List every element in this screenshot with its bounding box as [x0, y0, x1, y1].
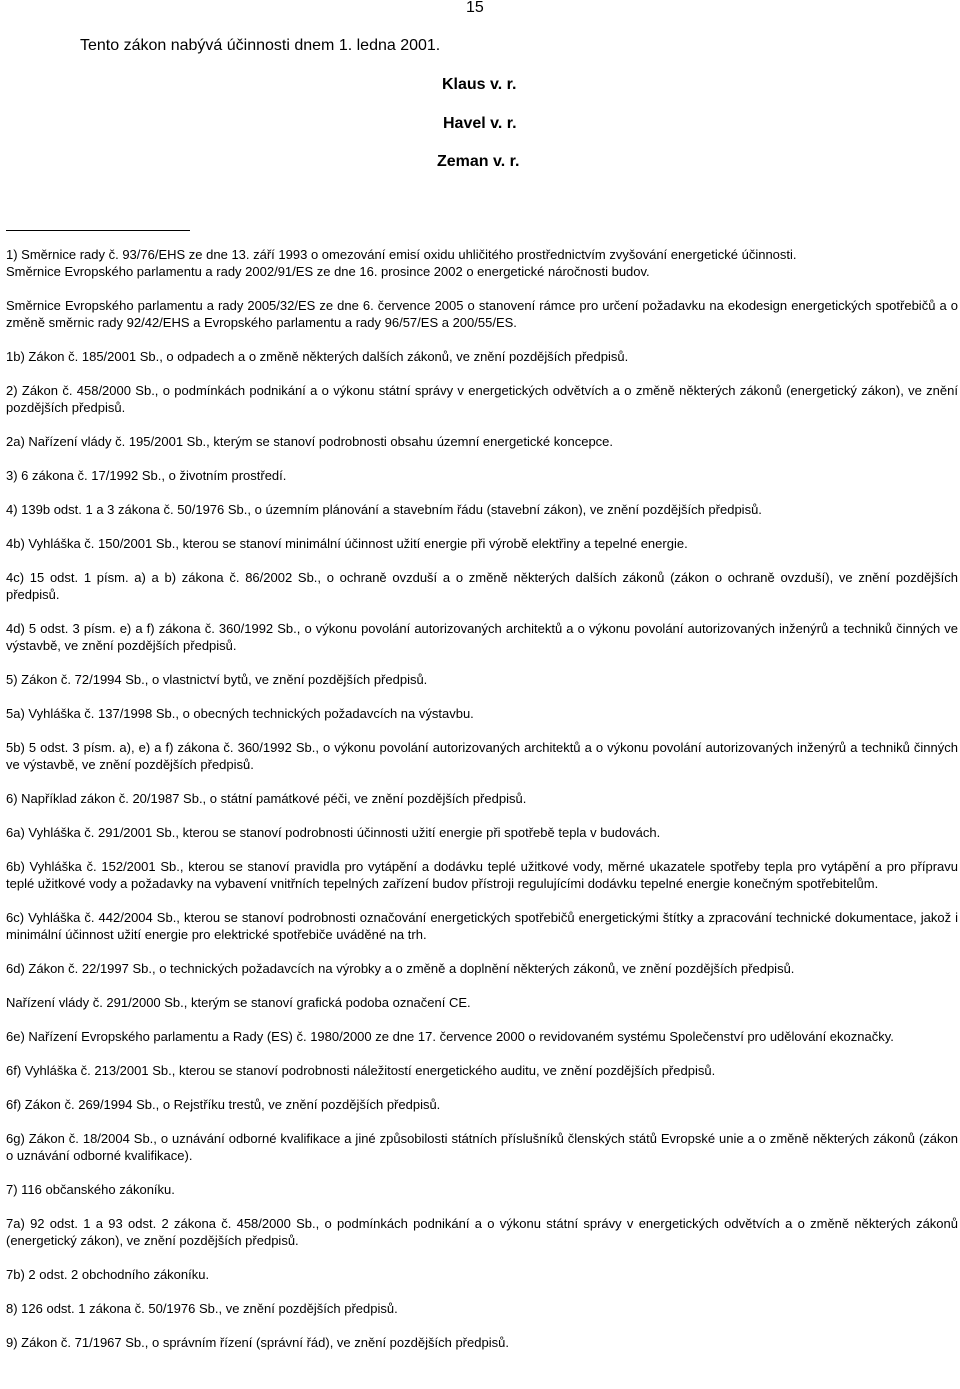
footnote: 5) Zákon č. 72/1994 Sb., o vlastnictví bytů, ve znění pozdějších předpisů.	[6, 672, 428, 687]
footnote: 6e) Nařízení Evropského parlamentu a Rady (ES) č. 1980/2000 ze dne 17. července 2000 o revidovaném systému Společenství pro udělování ekoznačky.	[6, 1029, 894, 1044]
footnote: 6b) Vyhláška č. 152/2001 Sb., kterou se stanoví pravidla pro vytápění a dodávku teplé užitkové vody, měrné ukazatele spotřeby tepla pro vytápění a pro přípravu teplé užitkové vody a požadavky na vybavení vnitřních tepelných zařízení budov přístroji regulujícími dodávku tepelné energie konečným spotřebitelům.	[6, 859, 958, 891]
footnote: 2a) Nařízení vlády č. 195/2001 Sb., kterým se stanoví podrobnosti obsahu územní energetické koncepce.	[6, 434, 614, 449]
footnote: 6f) Zákon č. 269/1994 Sb., o Rejstříku trestů, ve znění pozdějších předpisů.	[6, 1097, 441, 1112]
footnote: 8) 126 odst. 1 zákona č. 50/1976 Sb., ve znění pozdějších předpisů.	[6, 1301, 398, 1316]
page-number: 15	[466, 0, 484, 16]
signature-klaus: Klaus v. r.	[442, 76, 517, 93]
footnote: 4d) 5 odst. 3 písm. e) a f) zákona č. 360/1992 Sb., o výkonu povolání autorizovaných architektů a o výkonu povolání autorizovaných inženýrů a techniků činných ve výstavbě, ve znění pozdějších předpisů.	[6, 621, 958, 653]
signature-havel: Havel v. r.	[443, 115, 517, 132]
footnote: 6a) Vyhláška č. 291/2001 Sb., kterou se stanoví podrobnosti účinnosti užití energie při spotřebě tepla v budovách.	[6, 825, 661, 840]
footnote: 7a) 92 odst. 1 a 93 odst. 2 zákona č. 458/2000 Sb., o podmínkách podnikání a o výkonu státní správy v energetických odvětvích a o změně některých zákonů (energetický zákon), ve znění pozdějších předpisů.	[6, 1216, 958, 1248]
footnote: 2) Zákon č. 458/2000 Sb., o podmínkách podnikání a o výkonu státní správy v energetických odvětvích a o změně některých zákonů (energetický zákon), ve znění pozdějších předpisů.	[6, 383, 958, 415]
footnote: Směrnice Evropského parlamentu a rady 2002/91/ES ze dne 16. prosince 2002 o energetické náročnosti budov.	[6, 264, 650, 279]
footnote: 5b) 5 odst. 3 písm. a), e) a f) zákona č. 360/1992 Sb., o výkonu povolání autorizovaných architektů a o výkonu povolání autorizovaných inženýrů a techniků činných ve výstavbě, ve znění pozdějších předpisů.	[6, 740, 958, 772]
footnote: 7b) 2 odst. 2 obchodního zákoníku.	[6, 1267, 210, 1282]
footnote: 6) Například zákon č. 20/1987 Sb., o státní památkové péči, ve znění pozdějších předpisů.	[6, 791, 527, 806]
footnote: 6c) Vyhláška č. 442/2004 Sb., kterou se stanoví podrobnosti označování energetických spotřebičů energetickými štítky a zpracování technické dokumentace, jakož i minimální účinnost užití energie pro elektrické spotřebiče uváděné na trh.	[6, 910, 958, 942]
footnote: 6f) Vyhláška č. 213/2001 Sb., kterou se stanoví podrobnosti náležitostí energetického auditu, ve znění pozdějších předpisů.	[6, 1063, 716, 1078]
footnote: 1b) Zákon č. 185/2001 Sb., o odpadech a o změně některých dalších zákonů, ve znění pozdějších předpisů.	[6, 349, 629, 364]
footnote: 5a) Vyhláška č. 137/1998 Sb., o obecných technických požadavcích na výstavbu.	[6, 706, 474, 721]
footnote: 4c) 15 odst. 1 písm. a) a b) zákona č. 86/2002 Sb., o ochraně ovzduší a o změně některých dalších zákonů (zákon o ochraně ovzduší), ve znění pozdějších předpisů.	[6, 570, 958, 602]
signature-zeman: Zeman v. r.	[437, 153, 520, 170]
footnote: 9) Zákon č. 71/1967 Sb., o správním řízení (správní řád), ve znění pozdějších předpisů.	[6, 1335, 509, 1350]
footnote: 3) 6 zákona č. 17/1992 Sb., o životním prostředí.	[6, 468, 287, 483]
effective-date-sentence: Tento zákon nabývá účinnosti dnem 1. ledna 2001.	[80, 37, 441, 54]
footnote: 6d) Zákon č. 22/1997 Sb., o technických požadavcích na výrobky a o změně a doplnění některých zákonů, ve znění pozdějších předpisů.	[6, 961, 795, 976]
footnote: 7) 116 občanského zákoníku.	[6, 1182, 175, 1197]
footnote: 6g) Zákon č. 18/2004 Sb., o uznávání odborné kvalifikace a jiné způsobilosti státních příslušníků členských států Evropské unie a o změně některých zákonů (zákon o uznávání odborné kvalifikace).	[6, 1131, 958, 1163]
footnote-separator	[6, 230, 190, 231]
footnote: Směrnice Evropského parlamentu a rady 2005/32/ES ze dne 6. července 2005 o stanovení rámce pro určení požadavku na ekodesign energetických spotřebičů a o změně směrnic rady 92/42/EHS a Evropského parlamentu a rady 96/57/ES a 200/55/ES.	[6, 298, 958, 330]
footnote: 4) 139b odst. 1 a 3 zákona č. 50/1976 Sb., o územním plánování a stavebním řádu (stavební zákon), ve znění pozdějších předpisů.	[6, 502, 762, 517]
footnote: Nařízení vlády č. 291/2000 Sb., kterým se stanoví grafická podoba označení CE.	[6, 995, 471, 1010]
footnote: 1) Směrnice rady č. 93/76/EHS ze dne 13. září 1993 o omezování emisí oxidu uhličitého prostřednictvím zvyšování energetické účinnosti.	[6, 247, 797, 262]
footnote: 4b) Vyhláška č. 150/2001 Sb., kterou se stanoví minimální účinnost užití energie při výrobě elektřiny a tepelné energie.	[6, 536, 688, 551]
footnotes	[6, 246, 958, 1368]
